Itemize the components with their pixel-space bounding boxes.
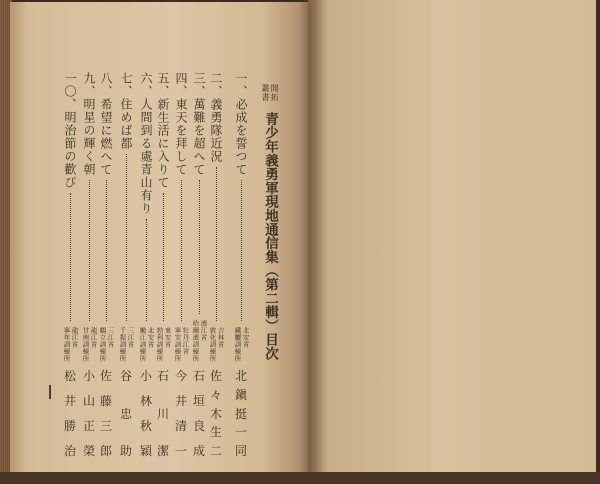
author-char: 忠	[119, 406, 132, 421]
author-char: 挺	[234, 406, 247, 421]
author-char: 井	[63, 394, 76, 408]
author-char: 成	[192, 444, 205, 458]
toc-entry	[138, 72, 154, 458]
entry-number: 七、	[119, 72, 133, 98]
entry-title: 人間到る處青山有り	[139, 98, 153, 215]
entry-title: 東天を拜して	[174, 98, 188, 176]
author-char: 良	[192, 419, 205, 433]
dot-leader	[163, 193, 164, 321]
dot-leader	[241, 180, 242, 321]
entry-title: 萬難を超へて	[192, 98, 206, 176]
bottom-edge	[0, 472, 600, 484]
author-char: 治	[63, 444, 76, 458]
location-school: 寧年訓練所	[62, 327, 71, 362]
page-mark	[49, 385, 51, 399]
location-school: 甘南訓練所	[81, 327, 90, 362]
entry-number: 一、	[234, 72, 248, 98]
location-province: 濱江省	[199, 320, 208, 341]
toc-entry	[233, 72, 249, 458]
location-province: 龍江省	[89, 327, 98, 348]
entry-author	[210, 370, 222, 458]
location-province: 三江省	[106, 327, 115, 348]
entry-author	[83, 370, 95, 458]
author-char: 潔	[156, 444, 169, 458]
entry-location	[174, 327, 189, 362]
author-char: 北	[234, 369, 247, 383]
dot-leader	[106, 180, 107, 321]
entry-location	[82, 327, 97, 362]
location-province: 三江省	[126, 327, 135, 348]
entry-title: 義勇隊近況	[209, 98, 223, 163]
author-char: 一	[174, 444, 187, 458]
location-school: 哈爾濱訓練所	[191, 320, 200, 362]
entry-heading	[209, 72, 223, 163]
entry-number: 三、	[192, 72, 206, 98]
entry-author	[140, 370, 152, 458]
author-char: 勝	[63, 419, 76, 433]
dot-leader	[70, 193, 71, 321]
author-char: 穎	[139, 444, 152, 458]
toc-entry	[173, 72, 189, 458]
dot-leader	[89, 180, 90, 321]
series-label	[261, 84, 278, 102]
author-char: 藤	[99, 394, 112, 408]
entry-number: 二、	[209, 72, 223, 98]
entry-location	[192, 320, 207, 362]
author-char: 々	[209, 387, 222, 402]
entry-heading	[99, 72, 113, 176]
entry-number: 五、	[156, 72, 170, 98]
entry-title: 明星の輝く朝	[82, 98, 96, 176]
toc-entry	[81, 72, 97, 458]
entry-heading	[139, 72, 153, 215]
right-page	[308, 0, 596, 476]
entry-location	[156, 327, 171, 362]
dot-leader	[126, 154, 127, 321]
toc-entry	[208, 72, 224, 458]
entry-title: 明治節の歡び	[63, 111, 77, 189]
dot-leader	[199, 180, 200, 314]
entry-location	[209, 327, 224, 362]
entry-author	[64, 370, 76, 458]
author-char: 今	[174, 369, 187, 383]
author-char: 助	[119, 444, 132, 458]
book-gutter	[298, 0, 322, 476]
entry-location	[63, 327, 78, 362]
author-char: 石	[192, 369, 205, 383]
entry-location	[139, 327, 154, 362]
author-char: 木	[209, 406, 222, 421]
author-char: 榮	[82, 444, 95, 458]
entry-heading	[174, 72, 188, 176]
entry-author	[175, 370, 187, 458]
author-char: 生	[209, 425, 222, 440]
author-char: 石	[156, 369, 169, 383]
author-char: 鎭	[234, 387, 247, 402]
entry-number: 九、	[82, 72, 96, 98]
entry-number: 一〇、	[63, 72, 77, 111]
location-province: 牡丹江省	[181, 327, 190, 355]
toc-entry	[118, 72, 134, 458]
location-school: 嫩江訓練所	[138, 327, 147, 362]
entry-location	[119, 327, 134, 362]
author-char: 正	[82, 419, 95, 433]
author-char: 佐	[99, 369, 112, 383]
entry-location	[234, 327, 249, 362]
entry-author	[157, 370, 169, 458]
entry-heading	[234, 72, 248, 176]
location-school: 勃利訓練所	[155, 327, 164, 362]
author-char: 小	[139, 369, 152, 383]
toc-entry	[191, 72, 207, 458]
entry-location	[99, 327, 114, 362]
entry-author	[235, 370, 247, 458]
entry-number: 六、	[139, 72, 153, 98]
location-school: 鶴立訓練所	[98, 327, 107, 362]
location-province: 吉林省	[216, 327, 225, 348]
entry-heading	[82, 72, 96, 176]
author-char: 清	[174, 419, 187, 433]
entry-heading	[63, 72, 77, 189]
author-char: 井	[174, 394, 187, 408]
entry-title: 希望に燃へて	[99, 98, 113, 176]
toc-entry	[155, 72, 171, 458]
author-char: 小	[82, 369, 95, 383]
entry-title: 住めば都	[119, 98, 133, 150]
toc-entry	[62, 72, 78, 458]
author-char: 秋	[139, 419, 152, 433]
location-province: 北安省	[241, 327, 250, 348]
dot-leader	[216, 167, 217, 321]
author-char: 山	[82, 394, 95, 408]
location-school: 千振訓練所	[118, 327, 127, 362]
location-school: 敦化訓練所	[208, 327, 217, 362]
author-char: 一	[234, 425, 247, 440]
author-char: 谷	[119, 369, 132, 383]
author-char: 松	[63, 369, 76, 383]
toc-entry	[98, 72, 114, 458]
entry-heading	[192, 72, 206, 176]
location-province: 東安省	[163, 327, 172, 348]
dot-leader	[146, 219, 147, 321]
entry-number: 四、	[174, 72, 188, 98]
author-char: 林	[139, 394, 152, 408]
entry-author	[193, 370, 205, 458]
series-label-line2: 叢書	[261, 84, 270, 102]
entry-title: 新生活に入りて	[156, 98, 170, 189]
entry-heading	[119, 72, 133, 150]
series-label-line1: 開拓	[270, 84, 279, 102]
author-char: 同	[234, 444, 247, 458]
author-char: 二	[209, 444, 222, 458]
location-province: 北安省	[146, 327, 155, 348]
entry-author	[120, 370, 132, 458]
dot-leader	[181, 180, 182, 321]
author-char: 佐	[209, 369, 222, 383]
location-school: 寧安訓練所	[173, 327, 182, 362]
entry-heading	[156, 72, 170, 189]
author-char: 川	[156, 406, 169, 421]
location-province: 龍江省	[70, 327, 79, 348]
entry-title: 必成を誓つて	[234, 98, 248, 176]
entry-number: 八、	[99, 72, 113, 98]
location-school: 鐵驪訓練所	[233, 327, 242, 362]
author-char: 三	[99, 419, 112, 433]
entry-author	[100, 370, 112, 458]
author-char: 垣	[192, 394, 205, 408]
contents-title: 青少年義勇軍現地通信集（第二輯）目次	[262, 112, 278, 361]
author-char: 郎	[99, 444, 112, 458]
